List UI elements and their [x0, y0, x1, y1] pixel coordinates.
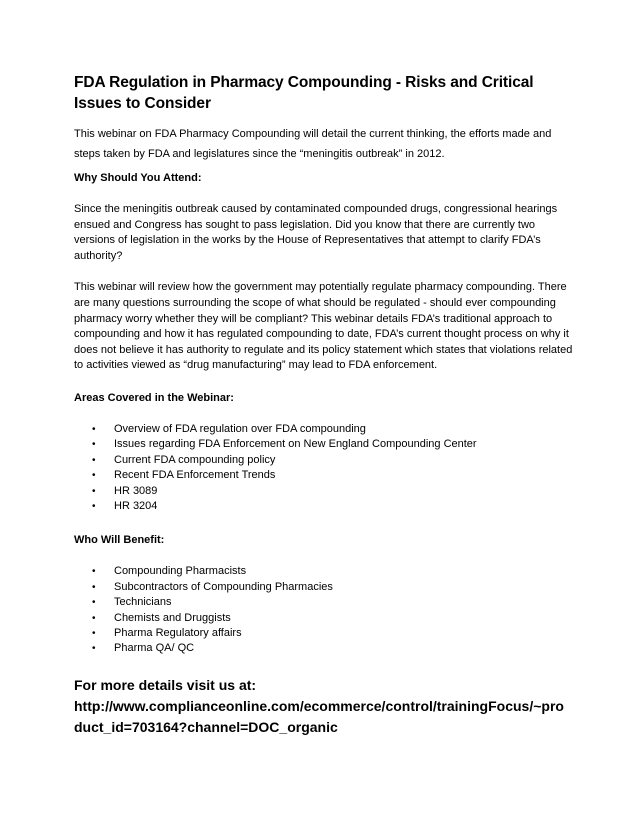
bullet-icon: • [92, 454, 96, 466]
document-page [74, 72, 574, 738]
bullet-icon: • [92, 470, 96, 482]
list-item-text: Pharma QA/ QC [114, 642, 195, 655]
who-will-benefit-heading: Who Will Benefit: [74, 534, 165, 547]
bullet-icon: • [92, 628, 96, 639]
list-item [74, 580, 574, 595]
list-item [74, 468, 574, 483]
areas-covered-heading: Areas Covered in the Webinar: [74, 391, 234, 404]
why-attend-paragraph-1: Since the meningitis outbreak caused by contaminated compounded drugs, congressional hearings ensued and Congress has sought to pass legislation. Did you know that there are currently two versions of legislation in the works by the House of Representatives that attempt to clarify FDA’s authority? [74, 203, 558, 262]
list-item [74, 611, 574, 626]
list-item-text: Recent FDA Enforcement Trends [114, 469, 276, 482]
list-item-text: Compounding Pharmacists [114, 565, 247, 578]
list-item-text: HR 3204 [114, 499, 158, 512]
list-item [74, 595, 574, 610]
list-item-text: Chemists and Druggists [114, 611, 231, 624]
why-attend-paragraph-2: This webinar will review how the government may potentially regulate pharmacy compounding. There are many questions surrounding the scope of what should be regulated - should ever compounding pharmacy worry whether they will be compliant? This webinar details FDA’s traditional approach to compounding and how it has regulated compounding to date, FDA’s current thought process on why it does not believe it has authority to regulate and its policy statement which states that violations related to activities viewed as “drug manufacturing” may lead to FDA enforcement. [74, 281, 573, 372]
list-item [74, 626, 574, 641]
list-item [74, 499, 574, 514]
list-item [74, 641, 574, 656]
bullet-icon: • [92, 597, 96, 609]
list-item [74, 453, 574, 468]
bullet-icon: • [92, 500, 96, 512]
list-item-text: Issues regarding FDA Enforcement on New England Compounding Center [114, 438, 477, 451]
bullet-icon: • [92, 643, 96, 655]
areas-covered-list [74, 422, 574, 514]
bullet-icon: • [92, 485, 96, 497]
list-item-text: HR 3089 [114, 484, 158, 497]
list-item [74, 422, 574, 437]
more-details-label: For more details visit us at: [74, 676, 257, 693]
bullet-icon: • [92, 439, 96, 451]
list-item [74, 484, 574, 499]
list-item-text: Overview of FDA regulation over FDA compounding [114, 422, 366, 435]
document-title: FDA Regulation in Pharmacy Compounding - Risks and Critical Issues to Consider [74, 74, 534, 112]
list-item [74, 437, 574, 452]
list-item-text: Current FDA compounding policy [114, 453, 276, 466]
who-will-benefit-list [74, 564, 574, 656]
why-attend-heading: Why Should You Attend: [74, 172, 202, 184]
list-item-text: Subcontractors of Compounding Pharmacies [114, 580, 333, 593]
bullet-icon: • [92, 581, 96, 593]
bullet-icon: • [92, 423, 96, 435]
more-details-link[interactable]: http://www.complianceonline.com/ecommerce/control/trainingFocus/~product_id=703164?channel=DOC_organic [74, 697, 564, 735]
intro-paragraph: This webinar on FDA Pharmacy Compounding will detail the current thinking, the efforts made and steps taken by FDA and legislatures since the “meningitis outbreak” in 2012. [74, 128, 552, 160]
list-item-text: Technicians [114, 596, 172, 609]
bullet-icon: • [92, 612, 96, 624]
list-item [74, 564, 574, 579]
bullet-icon: • [92, 566, 96, 578]
list-item-text: Pharma Regulatory affairs [114, 627, 242, 639]
